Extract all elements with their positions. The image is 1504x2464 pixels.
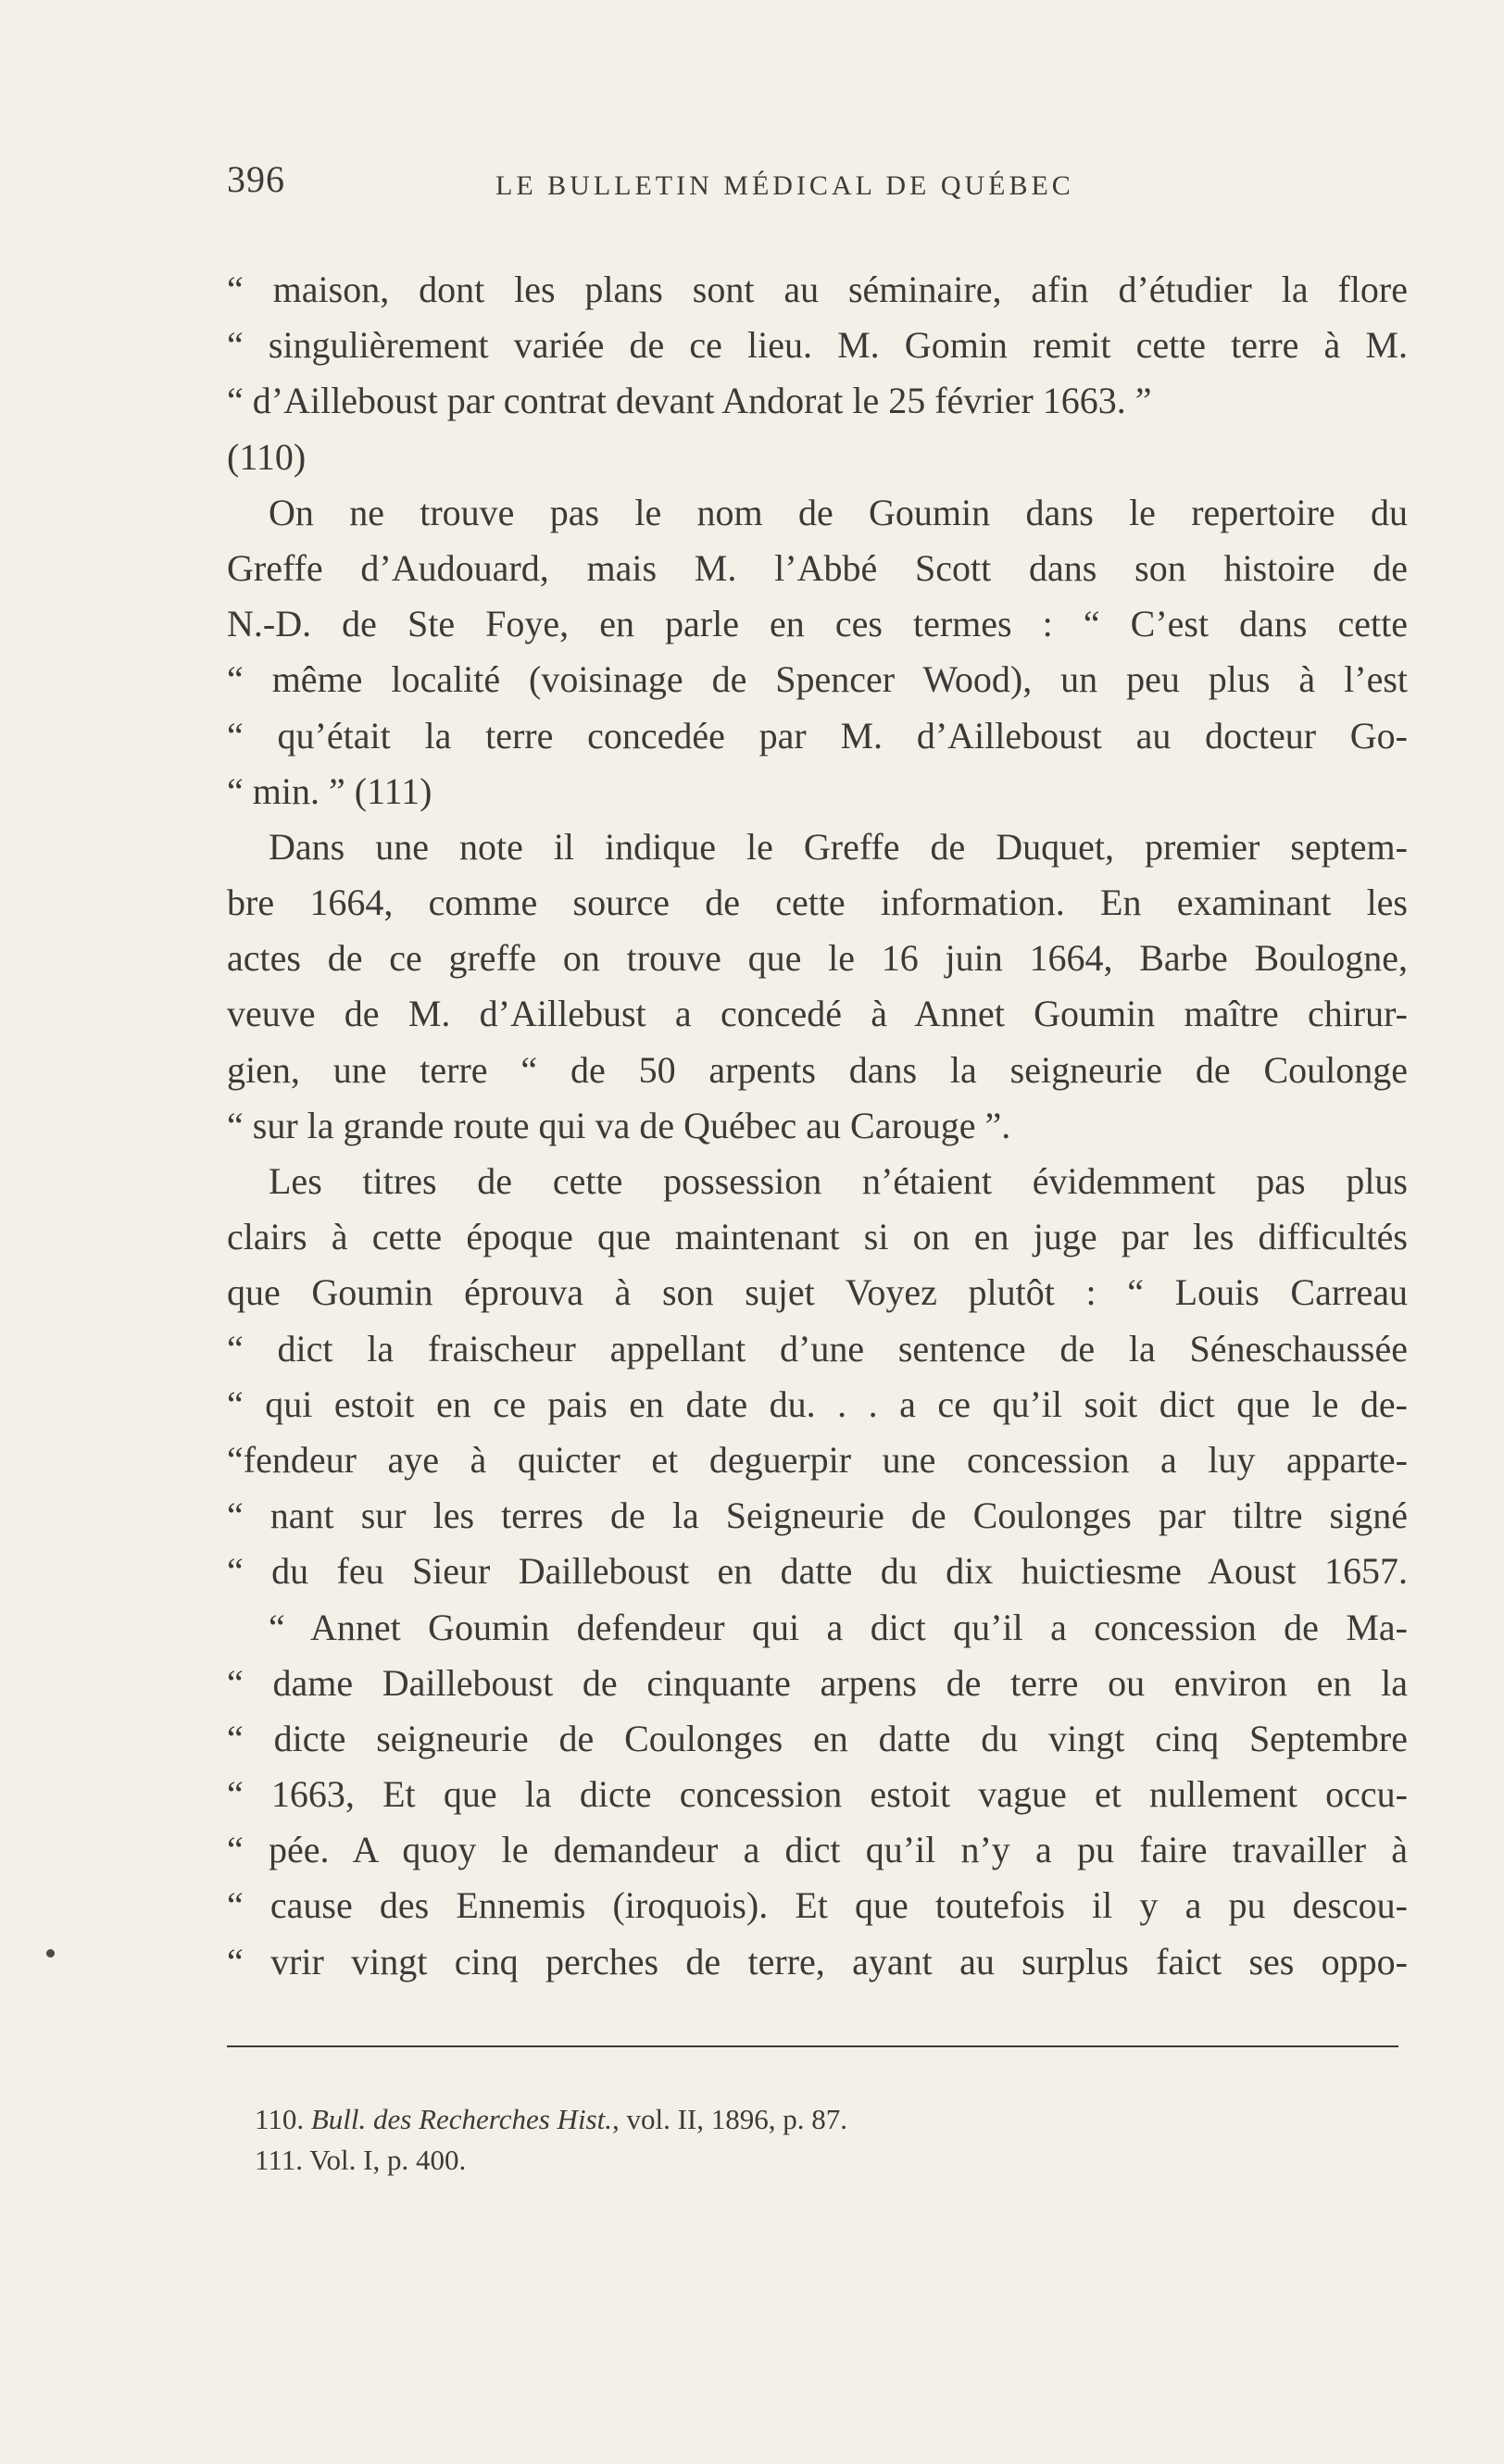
footnote-111: [255, 2140, 1366, 2181]
text-line: On ne trouve pas le nom de Goumin dans le repertoire du: [269, 491, 1408, 533]
footnote-divider: [227, 2045, 1398, 2047]
text-line: veuve de M. d’Aillebust a concedé à Annet Goumin maître chirur-: [227, 993, 1408, 1035]
text-line: “ qu’était la terre concedée par M. d’Ailleboust au docteur Go-: [227, 714, 1408, 757]
text-line: “ Annet Goumin defendeur qui a dict qu’il a concession de Ma-: [269, 1606, 1408, 1648]
text-line: que Goumin éprouva à son sujet Voyez plutôt : “ Louis Carreau: [227, 1271, 1408, 1314]
body-text: [227, 262, 1408, 1990]
text-line: “ dame Dailleboust de cinquante arpens de terre ou environ en la: [227, 1661, 1408, 1704]
text-line: “ d’Ailleboust par contrat devant Andorat le 25 février 1663. ”: [227, 380, 1152, 422]
text-line: N.-D. de Ste Foye, en parle en ces termes : “ C’est dans cette: [227, 603, 1408, 645]
text-line: Les titres de cette possession n’étaient évidemment pas plus: [269, 1160, 1408, 1202]
text-line: (110): [227, 435, 307, 478]
text-line: “ 1663, Et que la dicte concession estoit vague et nullement occu-: [227, 1773, 1408, 1816]
text-line: “ dicte seigneurie de Coulonges en datte du vingt cinq Septembre: [227, 1717, 1408, 1759]
footnote-number: 110.: [255, 2103, 305, 2135]
page-header: [227, 157, 1408, 213]
page-number: 396: [227, 158, 285, 200]
footnote-text: Vol. I, p. 400.: [309, 2144, 467, 2176]
ink-speck: [46, 1949, 55, 1957]
footnote-text: , vol. II, 1896, p. 87.: [611, 2103, 847, 2135]
running-head: LE BULLETIN MÉDICAL DE QUÉBEC: [495, 170, 1074, 201]
text-line: “ même localité (voisinage de Spencer Wood), un peu plus à l’est: [227, 658, 1408, 701]
footnote-110: [255, 2099, 1366, 2140]
text-line: “ singulièrement variée de ce lieu. M. Gomin remit cette terre à M.: [227, 324, 1408, 367]
text-line: “ du feu Sieur Dailleboust en datte du dix huictiesme Aoust 1657.: [227, 1550, 1408, 1593]
text-line: clairs à cette époque que maintenant si on en juge par les difficultés: [227, 1216, 1408, 1258]
text-line: “ maison, dont les plans sont au séminaire, afin d’étudier la flore: [227, 269, 1408, 310]
text-line: actes de ce greffe on trouve que le 16 juin 1664, Barbe Boulogne,: [227, 937, 1408, 980]
footnote-number: 111.: [255, 2144, 303, 2176]
text-line: “fendeur aye à quicter et deguerpir une concession a luy apparte-: [227, 1438, 1408, 1481]
text-line: “ qui estoit en ce pais en date du. . . a ce qu’il soit dict que le de-: [227, 1382, 1408, 1425]
footnote-title: Bull. des Recherches Hist.: [310, 2103, 612, 2135]
footnotes: [255, 2099, 1366, 2181]
text-line: Dans une note il indique le Greffe de Duquet, premier septem-: [269, 825, 1408, 868]
text-line: “ nant sur les terres de la Seigneurie de Coulonges par tiltre signé: [227, 1495, 1408, 1537]
text-line: “ cause des Ennemis (iroquois). Et que toutefois il y a pu descou-: [227, 1884, 1408, 1927]
text-line: “ vrir vingt cinq perches de terre, ayant au surplus faict ses oppo-: [227, 1940, 1408, 1982]
text-line: “ dict la fraischeur appellant d’une sentence de la Séneschaussée: [227, 1327, 1408, 1370]
text-line: “ min. ” (111): [227, 769, 432, 812]
text-line: “ sur la grande route qui va de Québec au Carouge ”.: [227, 1104, 1011, 1146]
text-line: Greffe d’Audouard, mais M. l’Abbé Scott dans son histoire de: [227, 546, 1408, 589]
text-line: bre 1664, comme source de cette information. En examinant les: [227, 882, 1408, 924]
text-line: “ pée. A quoy le demandeur a dict qu’il n’y a pu faire travailler à: [227, 1829, 1408, 1871]
text-line: gien, une terre “ de 50 arpents dans la seigneurie de Coulonge: [227, 1048, 1408, 1091]
